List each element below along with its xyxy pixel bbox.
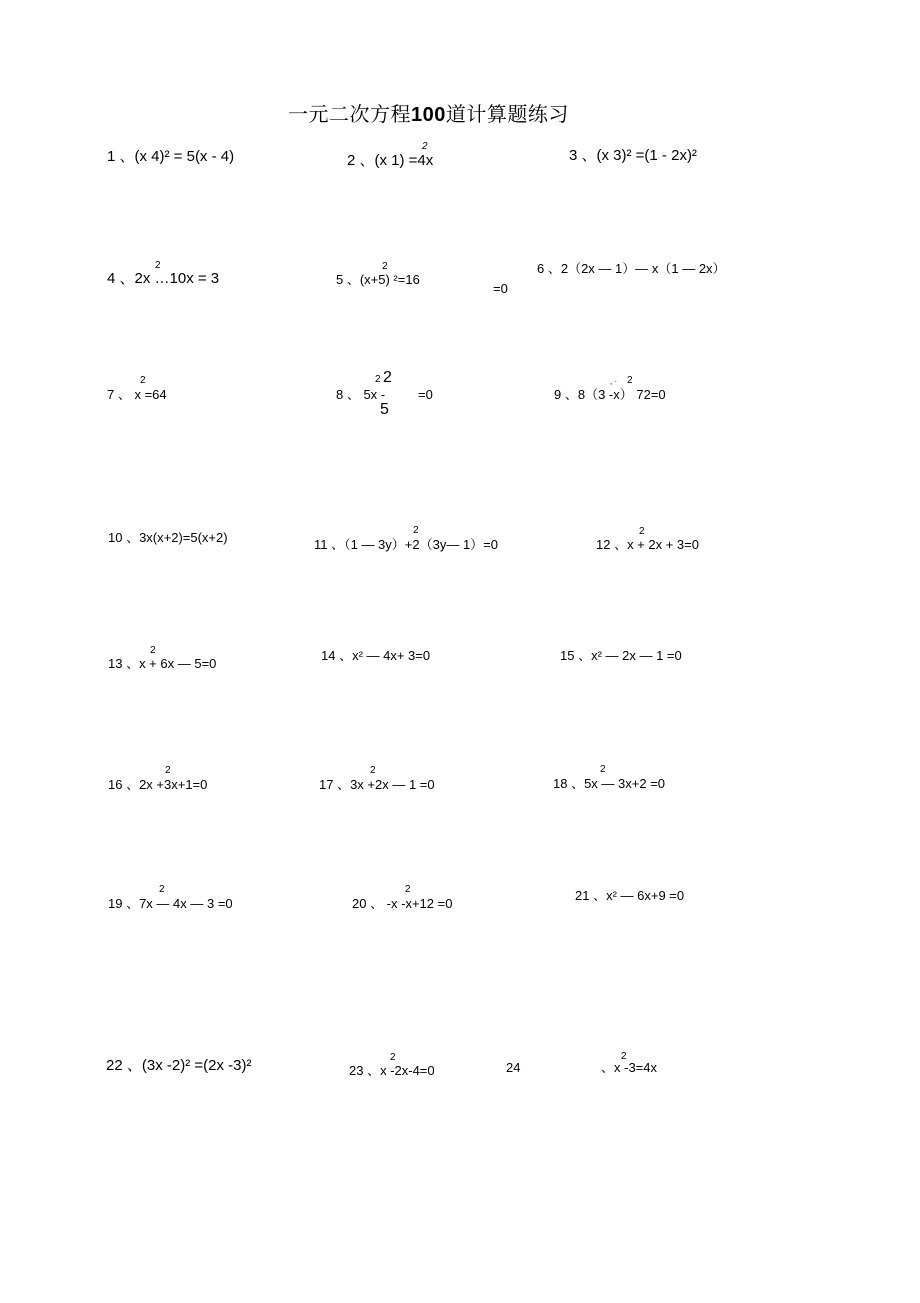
problem-24-number: 24	[506, 1060, 521, 1075]
problem-8-fraction-numerator: 2	[383, 369, 392, 386]
problem-23: 23 、x -2x-4=0	[349, 1063, 435, 1078]
problem-23-exponent: 2	[390, 1052, 396, 1063]
problem-6-continuation: =0	[493, 281, 508, 296]
title-suffix: 道计算题练习	[445, 102, 569, 126]
problem-24-exponent: 2	[621, 1051, 627, 1062]
problem-18-exponent: 2	[600, 764, 606, 775]
title-prefix: 一元二次方程	[288, 102, 411, 126]
problem-13: 13 、x + 6x — 5=0	[108, 656, 217, 671]
problem-4: 4 、2x …10x = 3	[107, 270, 220, 287]
problem-10: 10 、3x(x+2)=5(x+2)	[108, 530, 228, 545]
title-count: 100	[411, 104, 446, 126]
problem-22: 22 、(3x -2)² =(2x -3)²	[106, 1057, 252, 1074]
problem-8-fraction-denominator: 5	[380, 401, 389, 418]
problem-19-exponent: 2	[159, 884, 165, 895]
problem-9-exponent: 2	[627, 375, 633, 386]
problem-21: 21 、x² — 6x+9 =0	[575, 888, 685, 903]
problem-8-exponent: 2	[375, 374, 381, 385]
problem-11-exponent: 2	[413, 525, 419, 536]
page-title	[288, 98, 569, 127]
problem-2: 2 、(x 1) =4x	[347, 152, 434, 169]
problem-7-exponent: 2	[140, 375, 146, 386]
problem-9: 9 、8（3 -x） 72=0	[554, 387, 666, 402]
problem-7: 7 、 x =64	[107, 387, 167, 402]
problem-13-exponent: 2	[150, 645, 156, 656]
problem-17-exponent: 2	[370, 765, 376, 776]
problem-12-exponent: 2	[639, 526, 645, 537]
problem-18: 18 、5x — 3x+2 =0	[553, 776, 666, 791]
problem-8-tail: =0	[418, 387, 433, 402]
problem-17: 17 、3x +2x — 1 =0	[319, 777, 435, 792]
problem-8: 8 、 5x -	[336, 387, 386, 402]
problem-2-exponent: 2	[422, 141, 428, 152]
problem-20: 20 、 -x -x+12 =0	[352, 896, 453, 911]
problem-5: 5 、(x+5) ²=16	[336, 272, 420, 287]
problem-1: 1 、(x 4)² = 5(x - 4)	[107, 148, 235, 165]
problem-14: 14 、x² — 4x+ 3=0	[321, 648, 431, 663]
problem-12: 12 、x + 2x + 3=0	[596, 537, 699, 552]
problem-4-exponent: 2	[155, 260, 161, 271]
problem-19: 19 、7x — 4x — 3 =0	[108, 896, 233, 911]
problem-6: 6 、2（2x — 1）— x（1 — 2x）	[537, 261, 726, 276]
problem-16: 16 、2x +3x+1=0	[108, 777, 208, 792]
problem-5-exponent: 2	[382, 261, 388, 272]
problem-20-exponent: 2	[405, 884, 411, 895]
problem-9-mark: , ·	[610, 377, 618, 386]
problem-3: 3 、(x 3)² =(1 - 2x)²	[569, 147, 697, 164]
problem-15: 15 、x² — 2x — 1 =0	[560, 648, 682, 663]
problem-24: 、x -3=4x	[601, 1060, 657, 1075]
problem-11: 11 、（1 — 3y）+2（3y— 1）=0	[314, 537, 499, 552]
problem-16-exponent: 2	[165, 765, 171, 776]
